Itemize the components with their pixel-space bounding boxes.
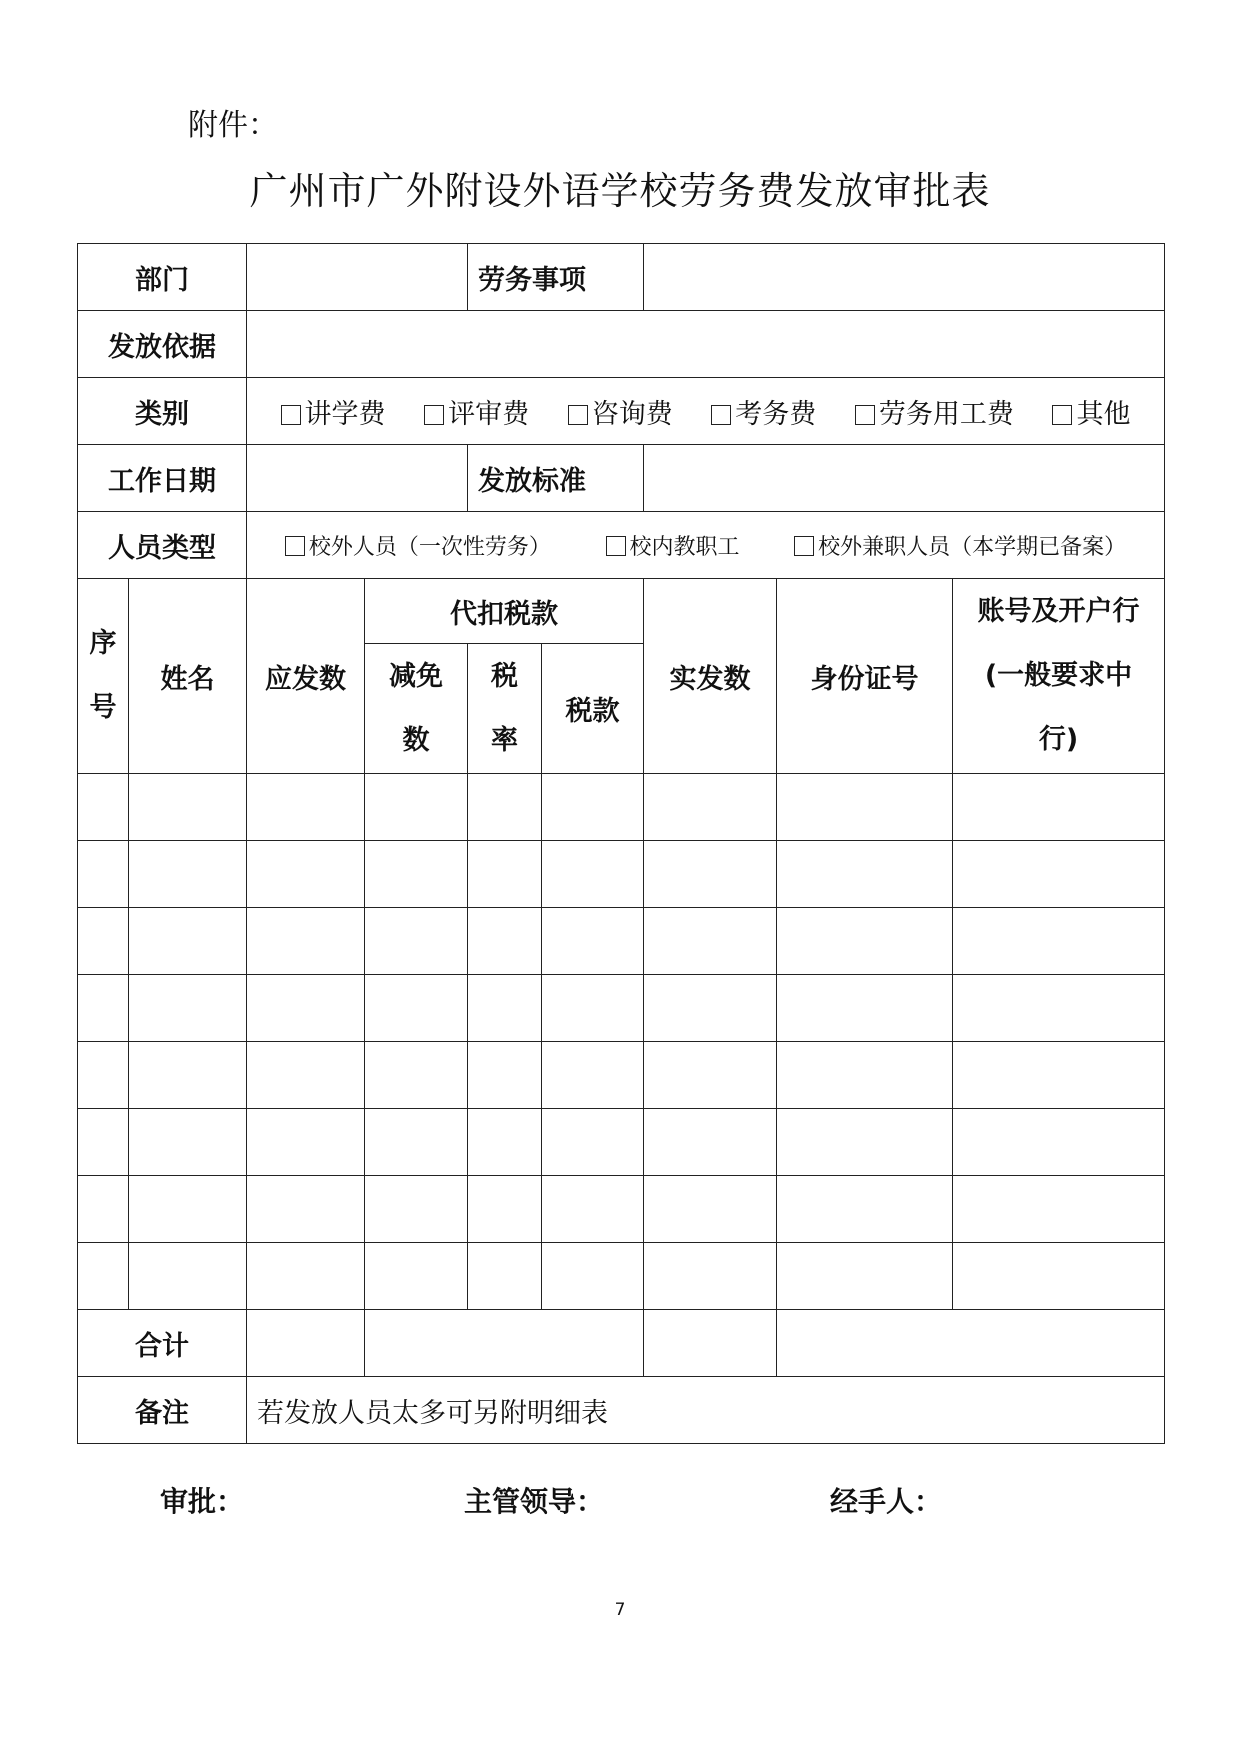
checkbox-icon[interactable] [711, 405, 731, 425]
table-cell[interactable] [247, 1042, 365, 1109]
table-cell[interactable] [468, 841, 542, 908]
id-header: 身份证号 [777, 579, 953, 774]
table-cell[interactable] [129, 975, 247, 1042]
table-cell[interactable] [247, 1109, 365, 1176]
table-cell[interactable] [542, 774, 644, 841]
table-cell[interactable] [78, 975, 129, 1042]
category-option-consult[interactable]: 咨询费 [568, 399, 673, 430]
table-cell[interactable] [644, 1042, 777, 1109]
total-tax-field[interactable] [365, 1310, 644, 1377]
table-cell[interactable] [78, 841, 129, 908]
table-cell[interactable] [777, 841, 953, 908]
table-cell[interactable] [777, 975, 953, 1042]
page-number: 7 [614, 1600, 626, 1620]
table-cell[interactable] [953, 774, 1165, 841]
table-row [78, 1176, 1165, 1243]
tax-group-header: 代扣税款 [365, 579, 644, 644]
attachment-label: 附件： [188, 108, 278, 143]
total-label: 合计 [78, 1310, 247, 1377]
table-cell[interactable] [365, 1042, 468, 1109]
table-cell[interactable] [365, 1176, 468, 1243]
table-cell[interactable] [468, 1176, 542, 1243]
table-cell[interactable] [953, 1109, 1165, 1176]
total-net-field[interactable] [644, 1310, 777, 1377]
category-option-review[interactable]: 评审费 [424, 399, 529, 430]
standard-label: 发放标准 [468, 445, 644, 512]
checkbox-icon[interactable] [855, 405, 875, 425]
approval-signature-label: 审批： [160, 1485, 245, 1518]
table-cell[interactable] [468, 1109, 542, 1176]
table-cell[interactable] [247, 1176, 365, 1243]
personnel-type-label: 人员类型 [78, 512, 247, 579]
table-cell[interactable] [78, 1243, 129, 1310]
table-cell[interactable] [644, 774, 777, 841]
table-cell[interactable] [777, 1176, 953, 1243]
table-cell[interactable] [129, 908, 247, 975]
table-cell[interactable] [468, 1243, 542, 1310]
table-cell[interactable] [129, 1176, 247, 1243]
category-options [247, 378, 1165, 445]
table-cell[interactable] [542, 841, 644, 908]
table-cell[interactable] [953, 1176, 1165, 1243]
total-blank-field[interactable] [777, 1310, 1165, 1377]
table-cell[interactable] [542, 1109, 644, 1176]
table-cell[interactable] [365, 1243, 468, 1310]
table-cell[interactable] [542, 1176, 644, 1243]
table-cell[interactable] [468, 774, 542, 841]
approval-form-table [77, 243, 1165, 1444]
service-item-field[interactable] [644, 244, 1165, 311]
table-cell[interactable] [129, 1243, 247, 1310]
remarks-text[interactable]: 若发放人员太多可另附明细表 [247, 1377, 1165, 1444]
table-cell[interactable] [644, 975, 777, 1042]
personnel-option-parttime[interactable]: 校外兼职人员（本学期已备案） [794, 535, 1126, 560]
gross-header: 应发数 [247, 579, 365, 774]
checkbox-icon[interactable] [794, 536, 814, 556]
table-cell[interactable] [129, 1042, 247, 1109]
account-header: 账号及开户行 (一般要求中 行) [953, 579, 1165, 774]
checkbox-icon[interactable] [285, 536, 305, 556]
table-cell[interactable] [644, 908, 777, 975]
table-cell[interactable] [78, 1176, 129, 1243]
name-header: 姓名 [129, 579, 247, 774]
table-cell[interactable] [129, 1109, 247, 1176]
checkbox-icon[interactable] [606, 536, 626, 556]
basis-field[interactable] [247, 311, 1165, 378]
table-cell[interactable] [365, 975, 468, 1042]
table-cell[interactable] [78, 1109, 129, 1176]
table-cell[interactable] [953, 1243, 1165, 1310]
tax-header: 税款 [542, 644, 644, 774]
total-gross-field[interactable] [247, 1310, 365, 1377]
table-cell[interactable] [78, 908, 129, 975]
table-row [78, 774, 1165, 841]
supervisor-signature-label: 主管领导： [464, 1485, 605, 1518]
table-cell[interactable] [468, 908, 542, 975]
table-cell[interactable] [78, 774, 129, 841]
table-cell[interactable] [365, 908, 468, 975]
table-cell[interactable] [247, 1243, 365, 1310]
table-cell[interactable] [542, 975, 644, 1042]
table-cell[interactable] [644, 1109, 777, 1176]
category-option-labor[interactable]: 劳务用工费 [855, 399, 1014, 430]
work-date-field[interactable] [247, 445, 468, 512]
table-cell[interactable] [953, 841, 1165, 908]
checkbox-icon[interactable] [424, 405, 444, 425]
table-cell[interactable] [542, 1042, 644, 1109]
table-cell[interactable] [777, 908, 953, 975]
table-cell[interactable] [777, 1243, 953, 1310]
table-cell[interactable] [468, 975, 542, 1042]
department-label: 部门 [78, 244, 247, 311]
category-label: 类别 [78, 378, 247, 445]
rate-header: 税 率 [468, 644, 542, 774]
table-cell[interactable] [129, 841, 247, 908]
net-header: 实发数 [644, 579, 777, 774]
table-cell[interactable] [247, 908, 365, 975]
standard-field[interactable] [644, 445, 1165, 512]
table-cell[interactable] [78, 1042, 129, 1109]
personnel-option-internal[interactable]: 校内教职工 [606, 535, 740, 560]
category-option-other[interactable]: 其他 [1052, 399, 1130, 430]
service-item-label: 劳务事项 [468, 244, 644, 311]
category-option-exam[interactable]: 考务费 [711, 399, 816, 430]
table-cell[interactable] [365, 774, 468, 841]
table-row [78, 1109, 1165, 1176]
table-cell[interactable] [542, 908, 644, 975]
table-cell[interactable] [953, 1042, 1165, 1109]
table-row [78, 1042, 1165, 1109]
table-cell[interactable] [468, 1042, 542, 1109]
table-cell[interactable] [542, 1243, 644, 1310]
checkbox-icon[interactable] [281, 405, 301, 425]
table-cell[interactable] [129, 774, 247, 841]
table-cell[interactable] [777, 1042, 953, 1109]
table-cell[interactable] [247, 774, 365, 841]
table-cell[interactable] [644, 1176, 777, 1243]
department-field[interactable] [247, 244, 468, 311]
table-cell[interactable] [247, 841, 365, 908]
table-cell[interactable] [644, 1243, 777, 1310]
table-row [78, 975, 1165, 1042]
seq-header: 序 号 [78, 579, 129, 774]
table-cell[interactable] [777, 1109, 953, 1176]
table-row [78, 908, 1165, 975]
basis-label: 发放依据 [78, 311, 247, 378]
table-row [78, 1243, 1165, 1310]
checkbox-icon[interactable] [1052, 405, 1072, 425]
form-title: 广州市广外附设外语学校劳务费发放审批表 [249, 169, 991, 213]
work-date-label: 工作日期 [78, 445, 247, 512]
category-option-lecture[interactable]: 讲学费 [281, 399, 386, 430]
deduction-header: 减免 数 [365, 644, 468, 774]
table-cell[interactable] [953, 908, 1165, 975]
table-cell[interactable] [365, 1109, 468, 1176]
personnel-option-external[interactable]: 校外人员（一次性劳务） [285, 535, 551, 560]
table-cell[interactable] [644, 841, 777, 908]
table-cell[interactable] [953, 975, 1165, 1042]
remarks-label: 备注 [78, 1377, 247, 1444]
handler-signature-label: 经手人： [830, 1485, 943, 1518]
table-cell[interactable] [777, 774, 953, 841]
table-cell[interactable] [365, 841, 468, 908]
table-row [78, 841, 1165, 908]
table-cell[interactable] [247, 975, 365, 1042]
checkbox-icon[interactable] [568, 405, 588, 425]
personnel-type-options [247, 512, 1165, 579]
